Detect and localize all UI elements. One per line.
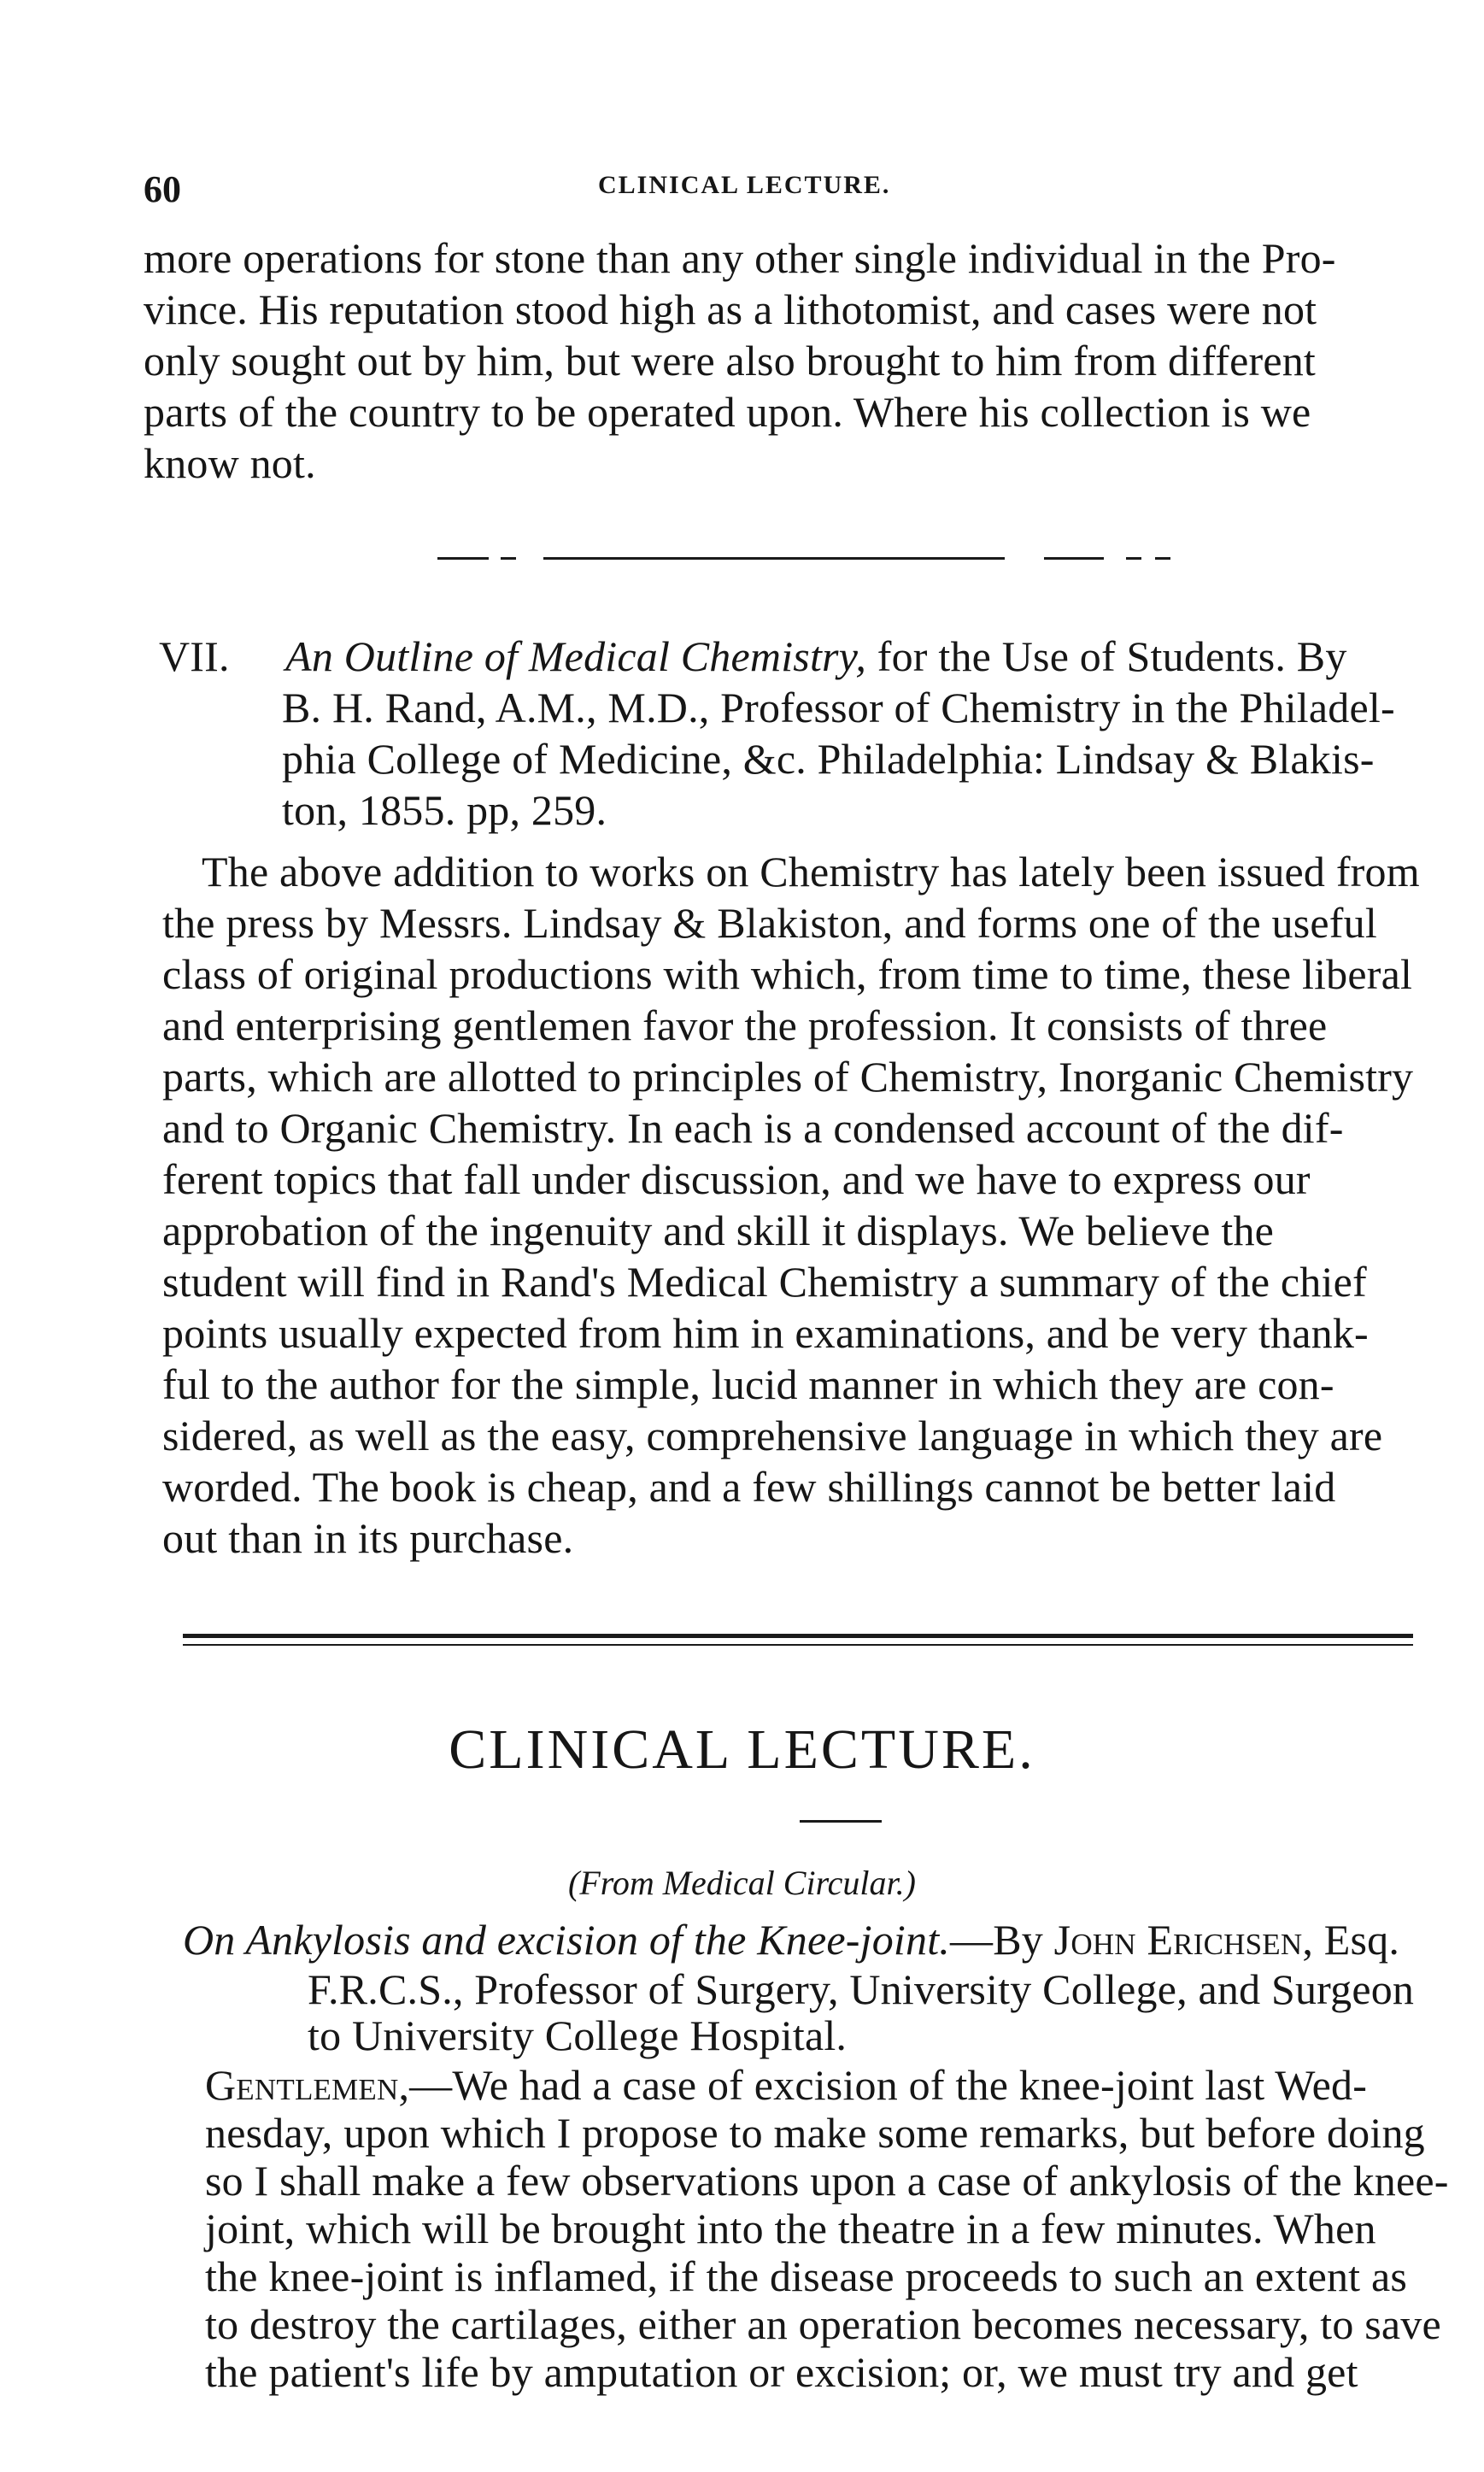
author-name: John Erichsen [1053,1916,1303,1964]
review-numeral: VII. [159,632,230,680]
review-text-line: sidered, as well as the easy, comprehensive language in which they are [162,1412,1383,1459]
author-suffix: , Esq. [1302,1916,1400,1964]
review-text-line: class of original productions with which, from time to time, these liberal [162,950,1413,998]
review-citation-line: B. H. Rand, A.M., M.D., Professor of Chemistry in the Philadel- [282,684,1395,731]
review-citation-rest: for the Use of Students. By [866,632,1347,680]
review-text-line: ferent topics that fall under discussion, and we have to express our [162,1155,1311,1203]
review-text-line: the press by Messrs. Lindsay & Blakiston, and forms one of the useful [162,899,1377,947]
lecture-text-line: the patient's life by amputation or excision; or, we must try and get [205,2348,1358,2396]
review-text-line: ful to the author for the simple, lucid manner in which they are con- [162,1360,1334,1408]
review-citation-first-line [159,631,1347,682]
lecture-text-line: so I shall make a few observations upon a case of ankylosis of the knee- [205,2157,1449,2205]
lecture-text-line [205,2059,1367,2111]
salutation: Gentlemen [205,2061,399,2109]
review-text-line: and to Organic Chemistry. In each is a condensed account of the dif- [162,1104,1344,1152]
lecture-text-line: nesday, upon which I propose to make some remarks, but before doing [205,2109,1425,2157]
review-text-line: student will find in Rand's Medical Chemistry a summary of the chief [162,1258,1367,1306]
lecture-text-line: the knee-joint is inflamed, if the disease proceeds to such an extent as [205,2252,1408,2300]
running-title: CLINICAL LECTURE. [598,171,891,199]
review-text-line: and enterprising gentlemen favor the profession. It consists of three [162,1001,1328,1049]
short-rule [800,1820,882,1823]
lecture-text-line: to destroy the cartilages, either an operation becomes necessary, to save [205,2300,1441,2348]
review-text-line: points usually expected from him in examinations, and be very thank- [162,1309,1369,1357]
review-text-line: The above addition to works on Chemistry has lately been issued from [202,848,1420,895]
review-book-title: An Outline of Medical Chemistry, [285,632,867,680]
review-text-line: parts, which are allotted to principles of Chemistry, Inorganic Chemistry [162,1053,1414,1101]
lecture-text-line: joint, which will be brought into the theatre in a few minutes. When [205,2205,1376,2252]
source-note: (From Medical Circular.) [568,1864,916,1902]
lecture-subject: On Ankylosis and excision of the Knee-joint. [183,1916,950,1964]
author-credentials-line: F.R.C.S., Professor of Surgery, University College, and Surgeon [308,1965,1415,2013]
text-line: know not. [144,439,316,487]
review-text-line: out than in its purchase. [162,1514,574,1562]
lecture-subject-line [183,1914,1399,1965]
review-text-line: worded. The book is cheap, and a few shillings cannot be better laid [162,1463,1336,1511]
section-heading: CLINICAL LECTURE. [449,1718,1035,1781]
text-line: more operations for stone than any other single individual in the Pro- [144,234,1336,282]
review-text-line: approbation of the ingenuity and skill it displays. We believe the [162,1207,1275,1254]
author-credentials-line: to University College Hospital. [308,2011,848,2059]
text-line: parts of the country to be operated upon. Where his collection is we [144,388,1311,436]
text-line: vince. His reputation stood high as a lithotomist, and cases were not [144,285,1317,333]
author-prefix: —By [950,1916,1054,1964]
page-number: 60 [144,168,181,210]
review-citation-line: phia College of Medicine, &c. Philadelphia: Lindsay & Blakis- [282,735,1375,783]
review-citation-line: ton, 1855. pp, 259. [282,786,607,834]
lecture-first-line-rest: ,—We had a case of excision of the knee-joint last Wed- [398,2061,1368,2109]
text-line: only sought out by him, but were also brought to him from different [144,337,1317,385]
